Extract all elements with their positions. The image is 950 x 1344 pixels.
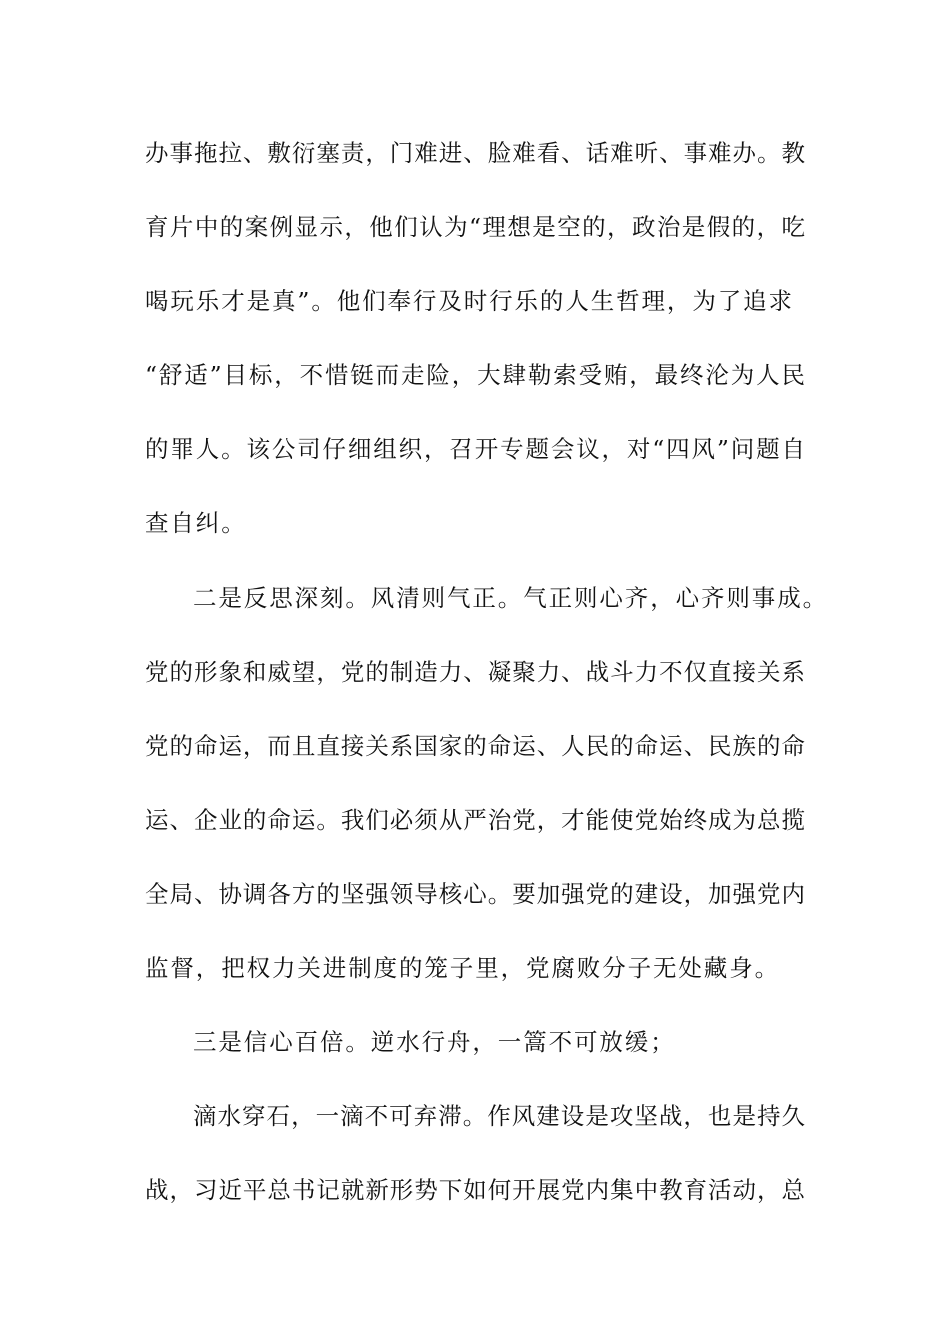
paragraph-line: 党的命运，而且直接关系国家的命运、人民的命运、民族的命 — [145, 732, 805, 760]
paragraph-line: 办事拖拉、敷衍塞责，门难进、脸难看、话难听、事难办。教 — [145, 139, 805, 167]
paragraph-first-line: 三是信心百倍。逆水行舟，一篙不可放缓； — [193, 1028, 676, 1056]
paragraph-line: 育片中的案例显示，他们认为“理想是空的，政治是假的，吃 — [145, 213, 805, 241]
paragraph-line: 战，习近平总书记就新形势下如何开展党内集中教育活动，总 — [145, 1176, 805, 1204]
paragraph-first-line: 二是反思深刻。风清则气正。气正则心齐，心齐则事成。 — [193, 584, 828, 612]
paragraph-line: “舒适”目标，不惜铤而走险，大肆勒索受贿，最终沦为人民 — [145, 361, 805, 389]
paragraph-line: 党的形象和威望，党的制造力、凝聚力、战斗力不仅直接关系 — [145, 658, 805, 686]
paragraph-line: 监督，把权力关进制度的笼子里，党腐败分子无处藏身。 — [145, 954, 780, 982]
paragraph-line: 喝玩乐才是真”。他们奉行及时行乐的人生哲理，为了追求 — [145, 287, 794, 315]
paragraph-line: 运、企业的命运。我们必须从严治党，才能使党始终成为总揽 — [145, 806, 805, 834]
paragraph-first-line: 滴水穿石，一滴不可弃滞。作风建设是攻坚战，也是持久 — [193, 1102, 805, 1130]
paragraph-line: 的罪人。该公司仔细组织，召开专题会议，对“四风”问题自 — [145, 435, 805, 463]
paragraph-line: 全局、协调各方的坚强领导核心。要加强党的建设，加强党内 — [145, 880, 805, 908]
paragraph-line: 查自纠。 — [145, 509, 247, 537]
